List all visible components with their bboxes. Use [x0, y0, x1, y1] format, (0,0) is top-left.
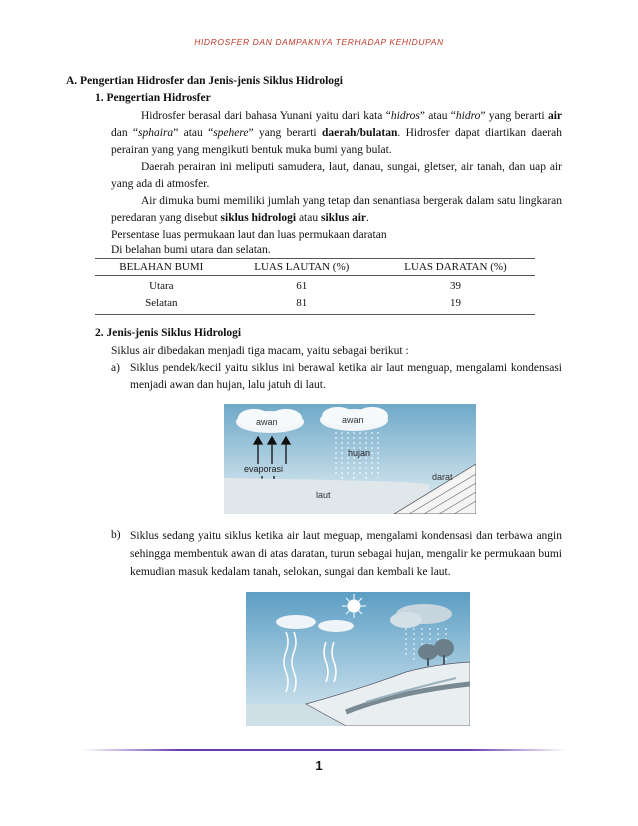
p1-run: ” atau “: [173, 127, 214, 139]
list-marker-b: b): [111, 529, 121, 541]
table-cell: Utara: [149, 280, 174, 292]
footer-divider: [82, 749, 566, 751]
column-header: LUAS LAUTAN (%): [228, 259, 376, 276]
table-cell: 61: [296, 280, 308, 292]
list-marker-a: a): [111, 362, 120, 374]
column-header: LUAS DARATAN (%): [376, 259, 535, 276]
p1-run: ” yang berarti: [480, 110, 548, 122]
p3-run: Air dimuka bumi memiliki jumlah yang tetap dan senantiasa bergerak dalam satu lingkaran peredaran yang disebut: [111, 195, 562, 224]
p1-run: Hidrosfer berasal dari bahasa Yunani yaitu dari kata “: [141, 110, 391, 122]
label-laut: laut: [316, 490, 331, 500]
table-row: [95, 295, 535, 315]
label-darat: darat: [432, 472, 453, 482]
p1-run: spehere: [213, 127, 249, 139]
table-cell: 81: [228, 295, 376, 315]
table-cell: Selatan: [95, 295, 228, 315]
p3-run: siklus air: [320, 212, 367, 224]
p1-run: sphaira: [138, 127, 174, 139]
label-evaporasi: evaporasi: [244, 464, 284, 474]
table-row: [95, 276, 535, 296]
table-header-row: [95, 259, 535, 276]
paragraph-definition: [111, 108, 562, 159]
p3-run: .: [366, 212, 369, 224]
label-awan-left: awan: [256, 417, 278, 427]
p1-run: dan “: [111, 127, 139, 139]
paragraph-percentage: Persentase luas permukaan laut dan luas permukaan daratan: [111, 229, 387, 241]
table-cell: 19: [376, 295, 535, 315]
p1-run: daerah/bulatan: [321, 127, 398, 139]
p3-run: atau: [296, 212, 321, 224]
label-awan-right: awan: [342, 415, 364, 425]
list-item-a: Siklus pendek/kecil yaitu siklus ini berawal ketika air laut menguap, mengalami kondensasi menjadi awan dan hujan, lalu jatuh di laut.: [130, 362, 562, 391]
p1-run: hidros: [390, 110, 420, 122]
p1-run: hidro: [455, 110, 481, 122]
table-cell: 39: [449, 280, 461, 292]
short-cycle-figure: [224, 404, 476, 514]
section-1-heading: 1. Pengertian Hidrosfer: [95, 92, 211, 104]
p1-run: . Hidrosfer dapat diartikan daerah perairan yang yang mengikuti bentuk muka bumi yang bulat.: [111, 127, 562, 156]
paragraph-cycle: [111, 193, 562, 227]
running-header: HIDROSFER DAN DAMPAKNYA TERHADAP KEHIDUPAN: [194, 37, 444, 47]
p3-run: siklus hidrologi: [220, 212, 297, 224]
section-2-heading: 2. Jenis-jenis Siklus Hidrologi: [95, 327, 242, 339]
p1-run: ” yang berarti: [248, 127, 322, 139]
list-item-b: Siklus sedang yaitu siklus ketika air laut meguap, mengalami kondensasi dan terbawa angin sehingga membentuk awan di atas daratan, turun sebagai hujan, mengalir ke permukaan bumi kemudian masuk kedalam tanah, selokan, sungai dan kembali ke laut.: [130, 530, 562, 578]
land-sea-table: [95, 258, 535, 315]
section-a-heading: A. Pengertian Hidrosfer dan Jenis-jenis Siklus Hidrologi: [66, 75, 343, 87]
label-hujan: hujan: [348, 448, 371, 458]
paragraph-coverage: Daerah perairan ini meliputi samudera, laut, danau, sungai, gletser, air tanah, dan uap air yang ada di atmosfer.: [111, 161, 562, 190]
paragraph-hemisphere: Di belahan bumi utara dan selatan.: [111, 244, 271, 256]
paragraph-intro: Siklus air dibedakan menjadi tiga macam, yaitu sebagai berikut :: [111, 345, 409, 357]
p1-run: air: [547, 110, 562, 122]
medium-cycle-figure: [246, 592, 470, 726]
page-number: 1: [315, 758, 323, 773]
p1-run: ” atau “: [419, 110, 456, 122]
column-header: BELAHAN BUMI: [95, 259, 228, 276]
